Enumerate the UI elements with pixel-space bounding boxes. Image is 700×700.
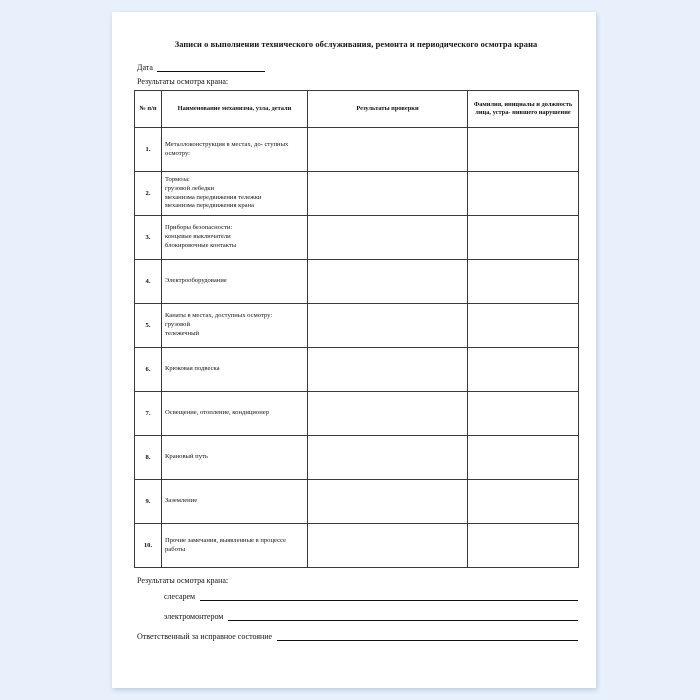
footer-fill-row <box>134 592 578 601</box>
page-title: Записи о выполнении технического обслуживания, ремонта и периодического осмотра крана <box>174 40 538 49</box>
row-person-cell[interactable] <box>468 348 579 392</box>
row-check-result-cell[interactable] <box>308 524 468 568</box>
column-header-check-results: Результаты проверки <box>308 91 468 128</box>
footer-title: Результаты осмотра крана: <box>137 576 229 585</box>
footer-fill-input[interactable] <box>200 592 578 601</box>
footer-fill-row <box>134 612 578 621</box>
row-person-cell[interactable] <box>468 392 579 436</box>
date-input-rule[interactable] <box>157 63 265 72</box>
row-number: 10. <box>135 524 162 568</box>
table-row <box>135 348 579 392</box>
row-person-cell[interactable] <box>468 524 579 568</box>
document-page <box>112 12 596 688</box>
row-mechanism-name: Канаты в местах, доступных осмотру: грузовой тележечный <box>162 304 308 348</box>
row-mechanism-name: Электрооборудование <box>162 260 308 304</box>
table-row <box>135 436 579 480</box>
row-number: 7. <box>135 392 162 436</box>
row-mechanism-name: Освещение, отопление, кондиционер <box>162 392 308 436</box>
row-number: 2. <box>135 172 162 216</box>
row-person-cell[interactable] <box>468 128 579 172</box>
row-number: 4. <box>135 260 162 304</box>
footer-fill-input[interactable] <box>277 632 578 641</box>
row-mechanism-name: Крюковая подвеска <box>162 348 308 392</box>
row-person-cell[interactable] <box>468 480 579 524</box>
inspection-results-label: Результаты осмотра крана: <box>137 77 229 86</box>
row-check-result-cell[interactable] <box>308 436 468 480</box>
row-check-result-cell[interactable] <box>308 304 468 348</box>
row-check-result-cell[interactable] <box>308 260 468 304</box>
column-header-number: № п/п <box>135 91 162 128</box>
row-number: 1. <box>135 128 162 172</box>
footer-fill-row <box>134 632 578 641</box>
row-check-result-cell[interactable] <box>308 128 468 172</box>
row-check-result-cell[interactable] <box>308 172 468 216</box>
row-person-cell[interactable] <box>468 436 579 480</box>
table-header-row <box>135 91 579 128</box>
table-row <box>135 524 579 568</box>
table-row <box>135 260 579 304</box>
row-check-result-cell[interactable] <box>308 480 468 524</box>
table-row <box>135 304 579 348</box>
row-mechanism-name: Заземление <box>162 480 308 524</box>
row-check-result-cell[interactable] <box>308 392 468 436</box>
row-person-cell[interactable] <box>468 216 579 260</box>
row-number: 9. <box>135 480 162 524</box>
row-person-cell[interactable] <box>468 172 579 216</box>
row-mechanism-name: Крановый путь <box>162 436 308 480</box>
row-check-result-cell[interactable] <box>308 348 468 392</box>
date-label: Дата <box>137 63 153 72</box>
row-number: 3. <box>135 216 162 260</box>
row-number: 5. <box>135 304 162 348</box>
column-header-responsible-person: Фамилия, инициалы и должность лица, устра- нившего нарушение <box>468 91 579 128</box>
footer-fill-label: Ответственный за исправное состояние <box>137 632 273 641</box>
table-row <box>135 480 579 524</box>
row-check-result-cell[interactable] <box>308 216 468 260</box>
table-row <box>135 128 579 172</box>
row-mechanism-name: Тормоза: грузовой лебедки механизма передвижения тележки механизма передвижения крана <box>162 172 308 216</box>
date-field-row <box>137 63 578 72</box>
column-header-mechanism: Наименование механизма, узла, детали <box>162 91 308 128</box>
footer-fill-label: электромонтером <box>164 612 224 621</box>
row-mechanism-name: Прочие замечания, выявленные в процессе работы <box>162 524 308 568</box>
row-mechanism-name: Приборы безопасности: концевые выключатели блокировочные контакты <box>162 216 308 260</box>
footer-fill-label: слесарем <box>164 592 196 601</box>
maintenance-table <box>134 90 579 568</box>
row-number: 6. <box>135 348 162 392</box>
footer-block <box>134 576 578 641</box>
row-mechanism-name: Металлоконструкция в местах, до- ступных осмотру: <box>162 128 308 172</box>
table-row <box>135 392 579 436</box>
row-person-cell[interactable] <box>468 304 579 348</box>
row-number: 8. <box>135 436 162 480</box>
row-person-cell[interactable] <box>468 260 579 304</box>
table-row <box>135 216 579 260</box>
table-row <box>135 172 579 216</box>
footer-fill-input[interactable] <box>228 612 578 621</box>
